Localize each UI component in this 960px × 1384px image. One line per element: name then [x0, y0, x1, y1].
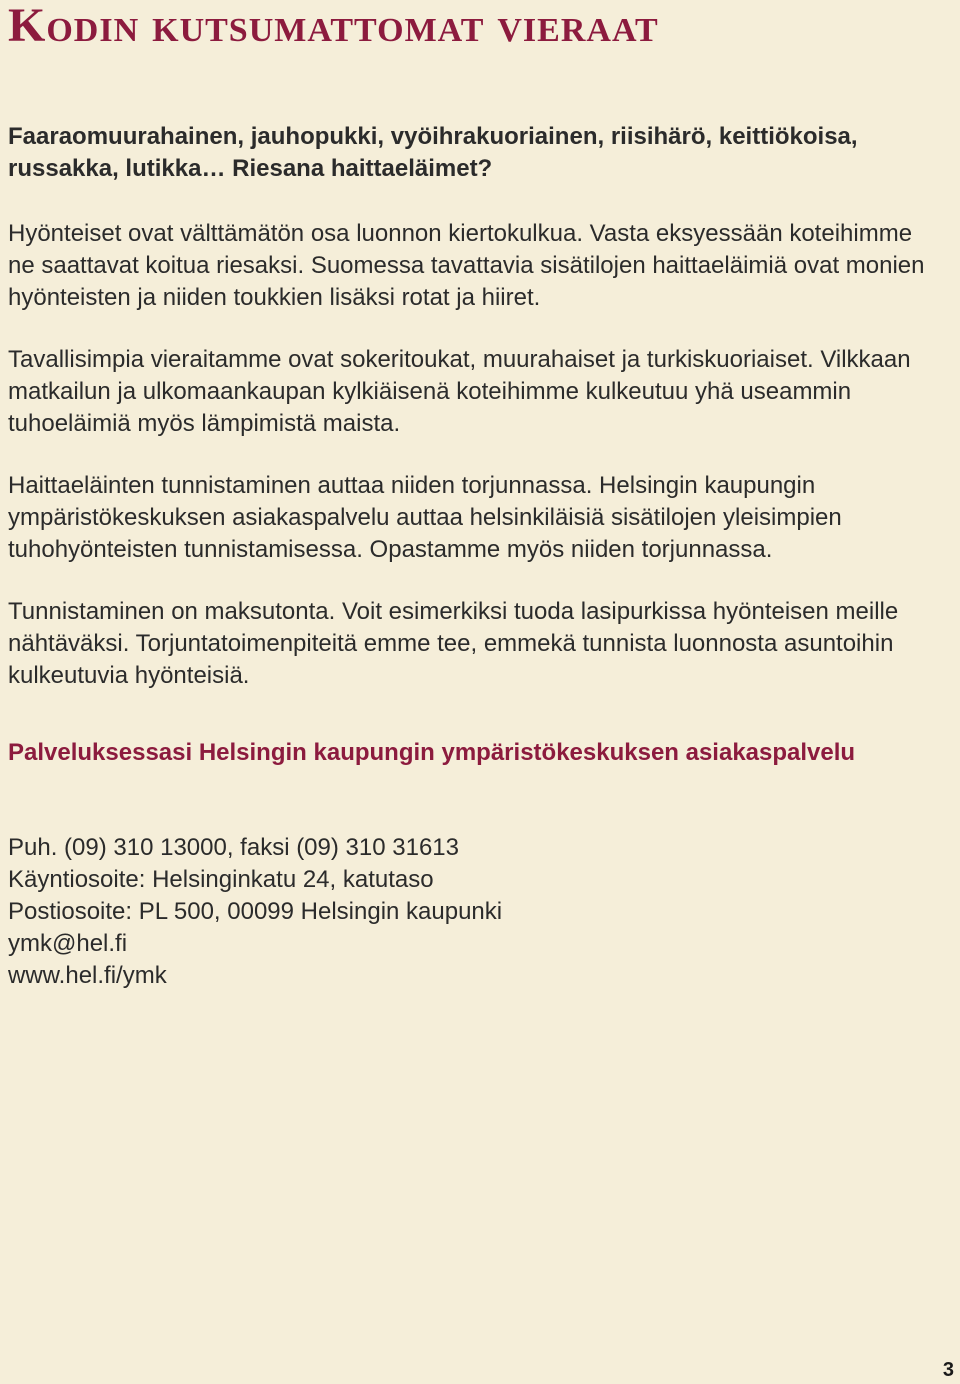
visiting-address-line: Käyntiosoite: Helsinginkatu 24, katutaso — [8, 866, 434, 893]
lead-paragraph: Faaraomuurahainen, jauhopukki, vyöihrakuoriainen, riisihärö, keittiökoisa, russakka, lutikka… Riesana haittaeläimet? — [8, 123, 858, 182]
body-paragraph-3: Haittaeläinten tunnistaminen auttaa niiden torjunnassa. Helsingin kaupungin ympäristökeskuksen asiakaspalvelu auttaa helsinkiläisiä sisätilojen yleisimpien tuhohyönteisten tunnistamisessa. Opastamme myös niiden torjunnassa. — [8, 472, 842, 563]
page-number: 3 — [942, 1359, 954, 1381]
website-link[interactable]: www.hel.fi/ymk — [8, 962, 167, 989]
page-title: Kodin kutsumattomat vieraat — [8, 0, 659, 52]
email-link[interactable]: ymk@hel.fi — [8, 930, 128, 957]
body-paragraph-2: Tavallisimpia vieraitamme ovat sokeritoukat, muurahaiset ja turkiskuoriaiset. Vilkkaan matkailun ja ulkomaankaupan kylkiäisenä koteihimme kulkeutuu yhä useammin tuhoeläimiä myös lämpimistä maista. — [8, 346, 911, 437]
phone-line: Puh. (09) 310 13000, faksi (09) 310 31613 — [8, 834, 459, 861]
contact-info — [8, 832, 938, 992]
contact-heading: Palveluksessasi Helsingin kaupungin ympäristökeskuksen asiakaspalvelu — [8, 739, 856, 766]
body-paragraph-1: Hyönteiset ovat välttämätön osa luonnon kiertokulkua. Vasta eksyessään koteihimme ne saattavat koitua riesaksi. Suomessa tavattavia sisätilojen haittaeläimiä ovat monien hyönteisten ja niiden toukkien lisäksi rotat ja hiiret. — [8, 220, 925, 311]
body-paragraph-4: Tunnistaminen on maksutonta. Voit esimerkiksi tuoda lasipurkissa hyönteisen meille nähtäväksi. Torjuntatoimenpiteitä emme tee, emmekä tunnista luonnosta asuntoihin kulkeutuvia hyönteisiä. — [8, 598, 899, 689]
postal-address-line: Postiosoite: PL 500, 00099 Helsingin kaupunki — [8, 898, 503, 925]
